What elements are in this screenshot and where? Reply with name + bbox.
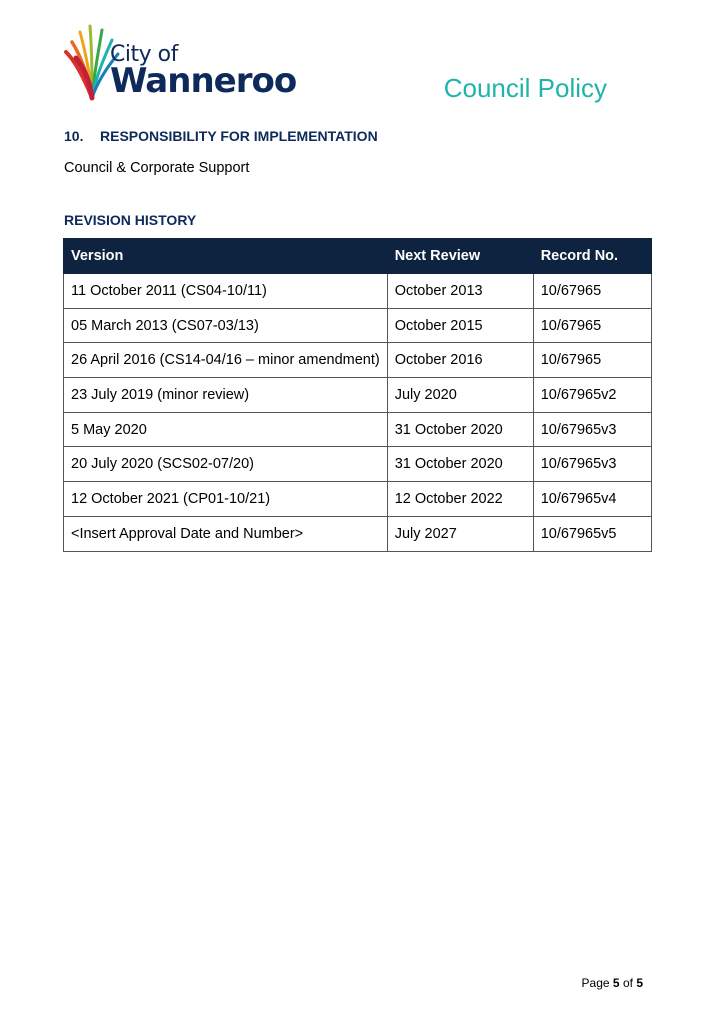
table-header-row — [64, 239, 652, 274]
current-page-number: 5 — [612, 976, 620, 990]
table-row — [64, 482, 652, 517]
version-cell: 11 October 2011 (CS04-10/11) — [64, 274, 388, 309]
page-label: Page — [581, 976, 610, 990]
table-row — [64, 308, 652, 343]
version-cell: 20 July 2020 (SCS02-07/20) — [64, 447, 388, 482]
table-row — [64, 343, 652, 378]
table-row — [64, 274, 652, 309]
revision-history-heading: REVISION HISTORY — [64, 212, 197, 228]
table-row — [64, 378, 652, 413]
version-cell: 12 October 2021 (CP01-10/21) — [64, 482, 388, 517]
city-of-wanneroo-logo — [62, 18, 302, 102]
total-page-number: 5 — [636, 976, 643, 990]
record-no-cell: 10/67965v3 — [533, 412, 651, 447]
section-body-text: Council & Corporate Support — [64, 160, 250, 176]
version-cell: <Insert Approval Date and Number> — [64, 516, 388, 551]
of-label: of — [622, 976, 633, 990]
logo-city-text: City of — [110, 42, 178, 67]
next-review-cell: July 2020 — [387, 378, 533, 413]
logo-wanneroo-text: Wanneroo — [110, 61, 297, 101]
version-cell: 26 April 2016 (CS14-04/16 – minor amendment) — [64, 343, 388, 378]
record-no-cell: 10/67965 — [533, 343, 651, 378]
record-no-cell: 10/67965v5 — [533, 516, 651, 551]
page-number-footer — [582, 976, 643, 990]
next-review-cell: October 2016 — [387, 343, 533, 378]
next-review-cell: October 2013 — [387, 274, 533, 309]
record-no-cell: 10/67965v3 — [533, 447, 651, 482]
section-number: 10. — [64, 128, 84, 144]
column-header-version: Version — [64, 239, 388, 274]
table-row — [64, 447, 652, 482]
column-header-record-no: Record No. — [533, 239, 651, 274]
version-cell: 5 May 2020 — [64, 412, 388, 447]
version-cell: 05 March 2013 (CS07-03/13) — [64, 308, 388, 343]
next-review-cell: 31 October 2020 — [387, 412, 533, 447]
record-no-cell: 10/67965v2 — [533, 378, 651, 413]
section-title: RESPONSIBILITY FOR IMPLEMENTATION — [100, 128, 378, 144]
version-cell: 23 July 2019 (minor review) — [64, 378, 388, 413]
section-heading — [64, 128, 378, 144]
revision-history-table — [63, 238, 652, 552]
next-review-cell: October 2015 — [387, 308, 533, 343]
record-no-cell: 10/67965 — [533, 308, 651, 343]
record-no-cell: 10/67965 — [533, 274, 651, 309]
document-type-title: Council Policy — [443, 73, 607, 103]
record-no-cell: 10/67965v4 — [533, 482, 651, 517]
column-header-next-review: Next Review — [387, 239, 533, 274]
next-review-cell: 31 October 2020 — [387, 447, 533, 482]
next-review-cell: July 2027 — [387, 516, 533, 551]
next-review-cell: 12 October 2022 — [387, 482, 533, 517]
table-row — [64, 412, 652, 447]
table-row — [64, 516, 652, 551]
